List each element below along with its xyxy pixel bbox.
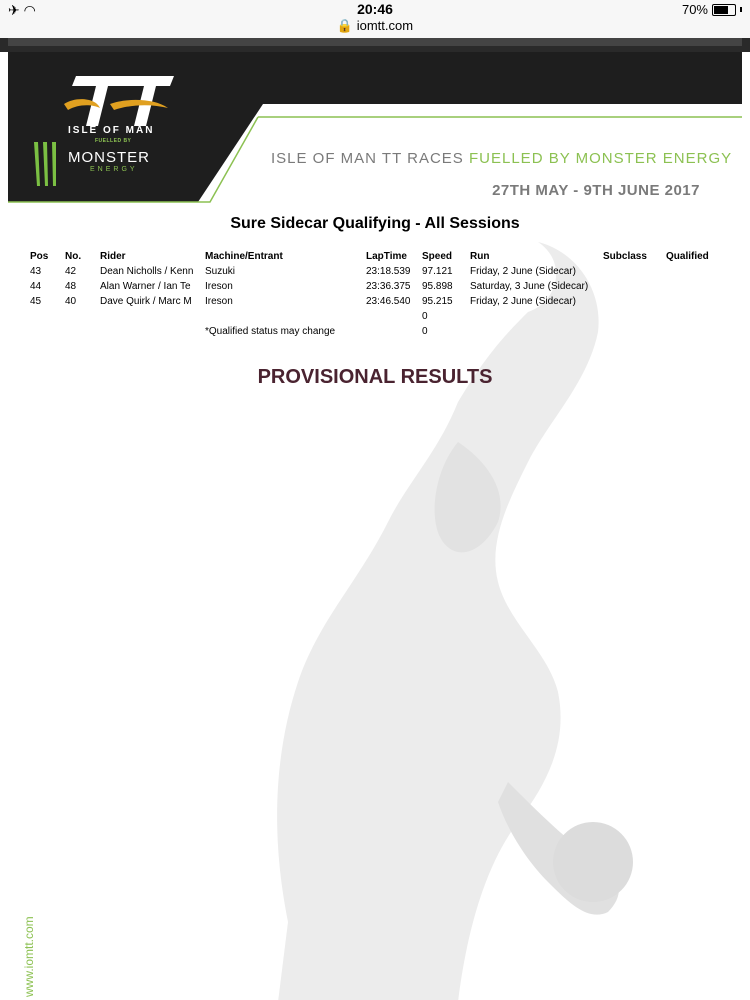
table-row	[30, 324, 726, 339]
fuelled-by-logo-text: FUELLED BY	[95, 138, 132, 144]
battery-indicator	[682, 2, 742, 17]
table-cell	[666, 279, 726, 294]
battery-icon	[712, 4, 736, 16]
table-cell	[366, 324, 422, 339]
site-url-vertical[interactable]: www.iomtt.com	[22, 916, 36, 997]
event-title-green: FUELLED BY MONSTER ENERGY	[469, 150, 733, 167]
table-cell: Ireson	[205, 281, 233, 292]
monster-claw-icon	[30, 140, 60, 188]
table-cell: 40	[65, 296, 77, 307]
table-cell	[666, 294, 726, 309]
table-cell: 42	[65, 266, 77, 277]
table-cell	[65, 324, 100, 339]
table-cell	[603, 279, 666, 294]
table-cell	[470, 324, 603, 339]
table-cell: 0	[422, 326, 428, 337]
event-title	[271, 150, 732, 167]
results-document[interactable]	[8, 52, 742, 1000]
table-cell: 23:18.539	[366, 266, 411, 277]
table-cell	[100, 324, 205, 339]
isle-of-man-logo-text: ISLE OF MAN	[68, 125, 155, 136]
table-cell: 43	[30, 266, 42, 277]
table-cell: 45	[30, 296, 42, 307]
col-run: Run	[470, 250, 490, 262]
col-no: No.	[65, 250, 82, 262]
results-table	[30, 248, 726, 339]
page-title: Sure Sidecar Qualifying - All Sessions	[230, 215, 520, 232]
battery-percent: 70%	[681, 2, 708, 17]
table-cell	[470, 309, 603, 324]
table-cell: 97.121	[422, 266, 453, 277]
table-cell: 0	[422, 311, 428, 322]
table-cell: Friday, 2 June (Sidecar)	[470, 266, 576, 277]
table-cell	[603, 309, 666, 324]
table-cell	[100, 309, 205, 324]
table-cell: 44	[30, 281, 42, 292]
monster-logo-text: MONSTER	[68, 149, 150, 166]
table-cell: Dean Nicholls / Kenn	[100, 266, 194, 277]
table-cell	[603, 264, 666, 279]
col-laptime: LapTime	[366, 250, 407, 262]
table-row	[30, 309, 726, 324]
event-dates: 27TH MAY - 9TH JUNE 2017	[492, 182, 700, 199]
document-top-border	[0, 38, 750, 52]
battery-fill	[714, 6, 728, 14]
table-cell	[603, 324, 666, 339]
address-bar[interactable]: 🔒 iomtt.com	[336, 18, 414, 33]
col-pos: Pos	[30, 250, 49, 262]
table-cell: *Qualified status may change	[205, 326, 336, 337]
energy-logo-text: ENERGY	[90, 166, 138, 173]
table-header-row	[30, 248, 726, 264]
provisional-results-heading: PROVISIONAL RESULTS	[257, 366, 493, 388]
airplane-wifi-icons: ✈ ◠	[8, 2, 36, 18]
table-cell	[666, 324, 726, 339]
table-cell	[666, 309, 726, 324]
clock: 20:46	[357, 1, 393, 17]
table-cell: 95.898	[422, 281, 453, 292]
col-rider: Rider	[100, 250, 126, 262]
table-cell: Alan Warner / Ian Te	[100, 281, 191, 292]
table-cell	[603, 294, 666, 309]
document-top-border-inner	[8, 38, 742, 46]
status-bar	[0, 0, 750, 38]
table-cell: 23:36.375	[366, 281, 411, 292]
table-cell: 48	[65, 281, 77, 292]
table-cell: Dave Quirk / Marc M	[100, 296, 192, 307]
col-qualified: Qualified	[666, 250, 709, 262]
table-cell	[65, 309, 100, 324]
table-cell: Ireson	[205, 296, 233, 307]
event-title-grey: ISLE OF MAN TT RACES	[271, 150, 464, 167]
table-row	[30, 279, 726, 294]
table-cell: 23:46.540	[366, 296, 411, 307]
table-cell: 95.215	[422, 296, 453, 307]
col-speed: Speed	[422, 250, 453, 262]
table-cell: Saturday, 3 June (Sidecar)	[470, 281, 589, 292]
table-cell	[30, 324, 65, 339]
table-row	[30, 294, 726, 309]
battery-tip	[740, 7, 742, 12]
table-cell: Friday, 2 June (Sidecar)	[470, 296, 576, 307]
table-cell	[205, 309, 366, 324]
table-cell	[366, 309, 422, 324]
table-row	[30, 264, 726, 279]
table-cell: Suzuki	[205, 266, 236, 277]
col-machine: Machine/Entrant	[205, 250, 283, 262]
col-subclass: Subclass	[603, 250, 647, 262]
table-cell	[30, 309, 65, 324]
table-cell	[666, 264, 726, 279]
